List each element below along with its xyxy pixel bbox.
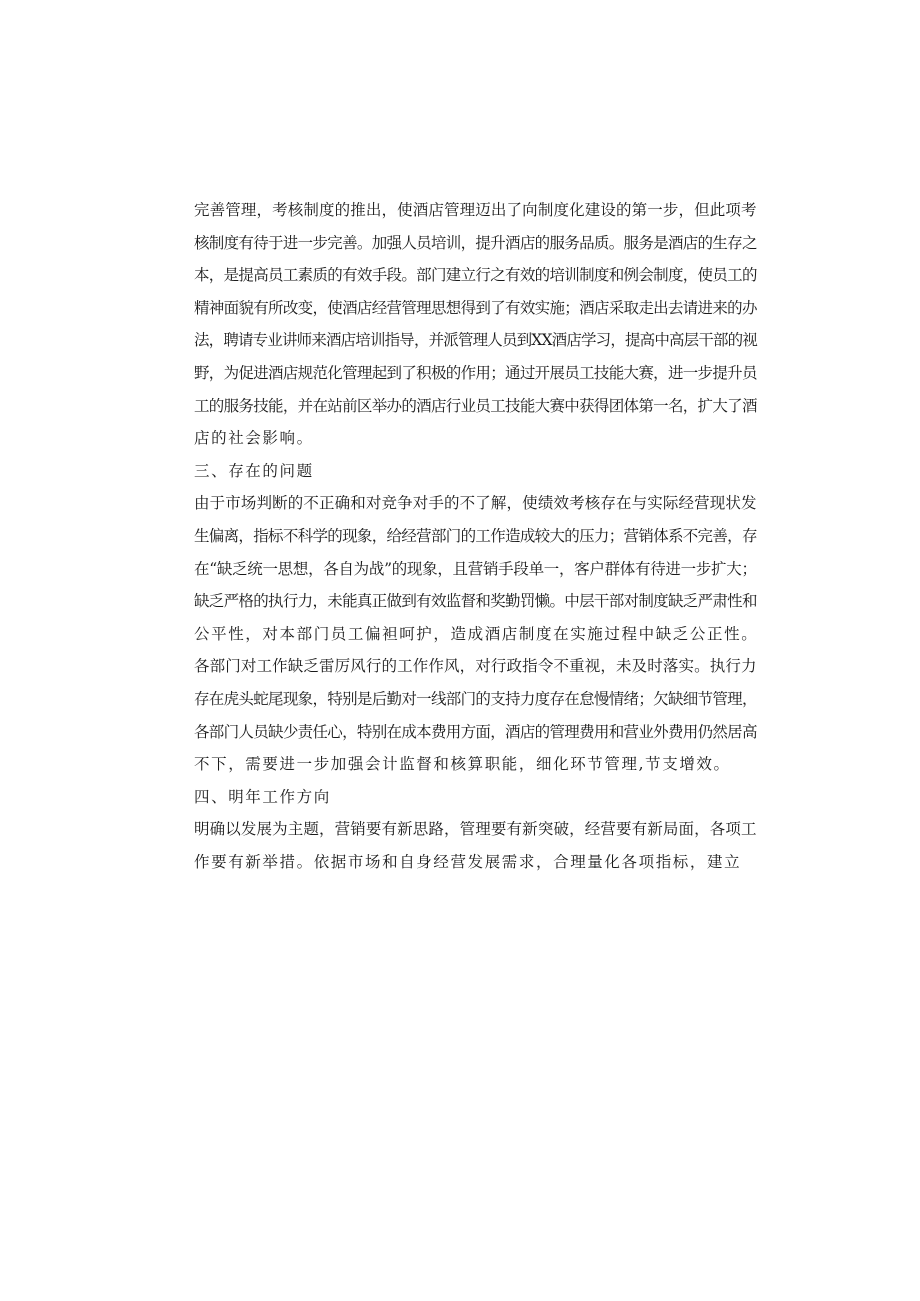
text-line: 店的社会影响。 <box>194 429 314 448</box>
text-line: 各部门对工作缺乏雷厉风行的工作作风，对行政指令不重视，未及时落实。执行力 <box>194 657 757 676</box>
text-line: 作要有新举措。依据市场和自身经营发展需求，合理量化各项指标，建立 <box>194 852 742 871</box>
text-line: 精神面貌有所改变，使酒店经营管理思想得到了有效实施；酒店采取走出去请进来的办 <box>194 298 757 317</box>
text-line: 明确以发展为主题，营销要有新思路，管理要有新突破，经营要有新局面，各项工 <box>194 820 757 839</box>
text-line: 法，聘请专业讲师来酒店培训指导，并派管理人员到XX酒店学习，提高中高层干部的视 <box>194 331 757 350</box>
text-line: 工的服务技能，并在站前区举办的酒店行业员工技能大赛中获得团体第一名，扩大了酒 <box>194 396 757 415</box>
text-line: 由于市场判断的不正确和对竞争对手的不了解，使绩效考核存在与实际经营现状发 <box>194 494 757 513</box>
paragraph-management <box>163 194 757 455</box>
text-line: 在“缺乏统一思想，各自为战”的现象，且营销手段单一，客户群体有待进一步扩大； <box>194 559 757 578</box>
document-body <box>163 194 757 878</box>
text-line: 野，为促进酒店规范化管理起到了积极的作用；通过开展员工技能大赛，进一步提升员 <box>194 363 757 382</box>
paragraph-direction <box>163 813 757 878</box>
text-line: 公平性，对本部门员工偏袒呵护，造成酒店制度在实施过程中缺乏公正性。 <box>194 624 759 643</box>
paragraph-execution <box>163 650 757 780</box>
text-line: 各部门人员缺少责任心，特别在成本费用方面，酒店的管理费用和营业外费用仍然居高 <box>194 722 757 741</box>
text-line: 本，是提高员工素质的有效手段。部门建立行之有效的培训制度和例会制度，使员工的 <box>194 266 757 285</box>
text-line: 缺乏严格的执行力，未能真正做到有效监督和奖勤罚懒。中层干部对制度缺乏严肃性和 <box>194 592 757 611</box>
paragraph-problems <box>163 487 757 650</box>
text-line: 不下，需要进一步加强会计监督和核算职能，细化环节管理,节支增效。 <box>194 755 731 774</box>
text-line: 完善管理，考核制度的推出，使酒店管理迈出了向制度化建设的第一步，但此项考 <box>194 201 757 219</box>
text-line: 核制度有待于进一步完善。加强人员培训，提升酒店的服务品质。服务是酒店的生存之 <box>194 233 757 252</box>
text-line: 存在虎头蛇尾现象，特别是后勤对一线部门的支持力度存在怠慢情绪；欠缺细节管理， <box>194 689 757 708</box>
section-heading-next-year: 四、明年工作方向 <box>194 787 331 806</box>
text-line: 生偏离，指标不科学的现象，给经营部门的工作造成较大的压力；营销体系不完善，存 <box>194 526 757 545</box>
section-heading-problems: 三、存在的问题 <box>194 461 314 480</box>
